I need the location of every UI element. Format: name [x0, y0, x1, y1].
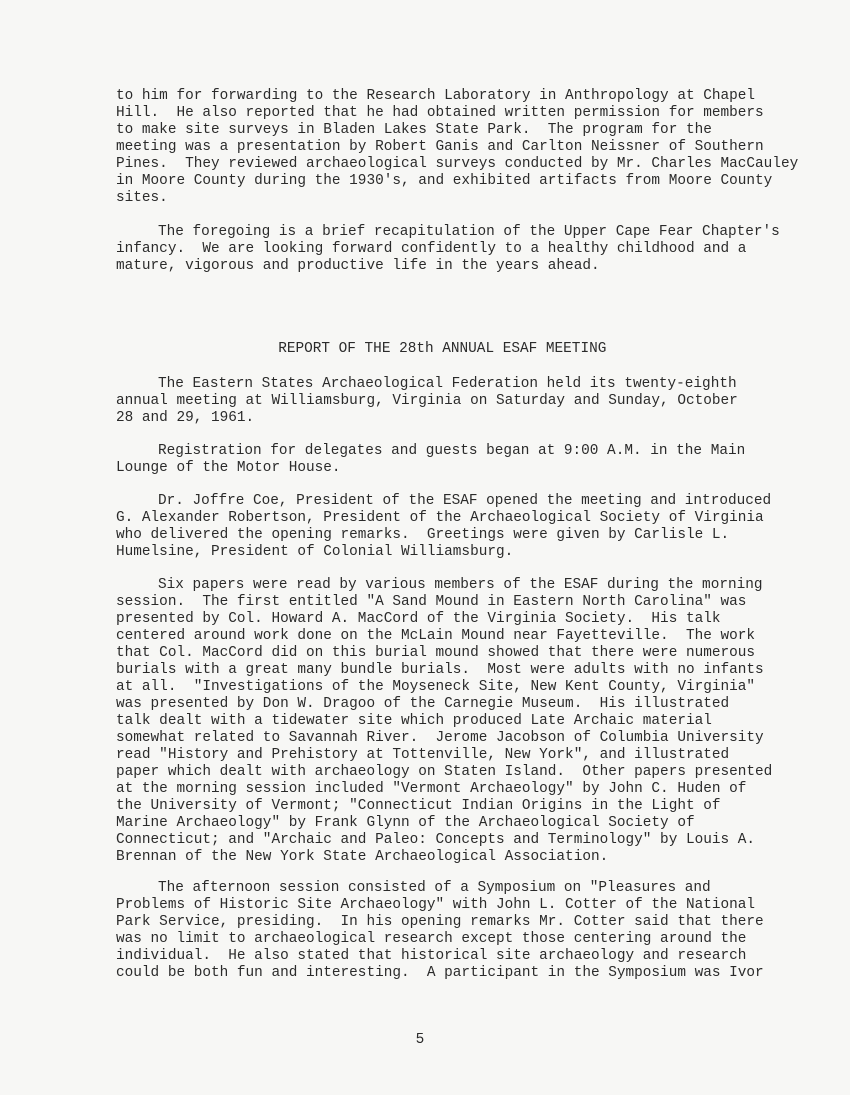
text-line: in Moore County during the 1930's, and exhibited artifacts from Moore County [116, 173, 773, 189]
text-line: Hill. He also reported that he had obtained written permission for members [116, 105, 764, 121]
text-line: burials with a great many bundle burials. Most were adults with no infants [116, 662, 764, 678]
text-line: to make site surveys in Bladen Lakes State Park. The program for the [116, 122, 712, 138]
paragraph-registration [116, 443, 816, 477]
text-line: sites. [116, 190, 168, 206]
paragraph-morning-session [116, 577, 816, 866]
text-line: to him for forwarding to the Research Laboratory in Anthropology at Chapel [116, 88, 756, 104]
text-line: G. Alexander Robertson, President of the Archaeological Society of Virginia [116, 510, 764, 526]
text-line: 28 and 29, 1961. [116, 410, 255, 426]
text-line: Marine Archaeology" by Frank Glynn of the Archaeological Society of [116, 815, 695, 831]
text-line: Dr. Joffre Coe, President of the ESAF opened the meeting and introduced [158, 493, 772, 509]
paragraph-afternoon-session [116, 880, 816, 982]
text-line: Registration for delegates and guests began at 9:00 A.M. in the Main [158, 443, 746, 459]
text-line: Lounge of the Motor House. [116, 460, 341, 476]
text-line: was no limit to archaeological research except those centering around the [116, 931, 747, 947]
paragraph-chapter-recap [116, 224, 816, 275]
text-line: at all. "Investigations of the Moyseneck Site, New Kent County, Virginia" [116, 679, 756, 695]
text-line: The afternoon session consisted of a Symposium on "Pleasures and [158, 880, 711, 896]
text-line: presented by Col. Howard A. MacCord of the Virginia Society. His talk [116, 611, 721, 627]
text-line: Park Service, presiding. In his opening remarks Mr. Cotter said that there [116, 914, 764, 930]
text-line: at the morning session included "Vermont Archaeology" by John C. Huden of [116, 781, 747, 797]
text-line: somewhat related to Savannah River. Jerome Jacobson of Columbia University [116, 730, 764, 746]
text-line: annual meeting at Williamsburg, Virginia on Saturday and Sunday, October [116, 393, 738, 409]
text-line: who delivered the opening remarks. Greetings were given by Carlisle L. [116, 527, 730, 543]
page-number: 5 [415, 1032, 425, 1048]
text-line: talk dealt with a tidewater site which produced Late Archaic material [116, 713, 712, 729]
text-line: centered around work done on the McLain Mound near Fayetteville. The work [116, 628, 756, 644]
text-line: The foregoing is a brief recapitulation of the Upper Cape Fear Chapter's [158, 224, 780, 240]
section-heading [0, 324, 850, 375]
paragraph-chapter-continuation [116, 88, 816, 207]
heading-text: REPORT OF THE 28th ANNUAL ESAF MEETING [278, 341, 607, 357]
text-line: session. The first entitled "A Sand Mound in Eastern North Carolina" was [116, 594, 747, 610]
text-line: read "History and Prehistory at Tottenville, New York", and illustrated [116, 747, 730, 763]
text-line: Six papers were read by various members of the ESAF during the morning [158, 577, 763, 593]
text-line: Humelsine, President of Colonial Williamsburg. [116, 544, 514, 560]
text-line: The Eastern States Archaeological Federation held its twenty-eighth [158, 376, 737, 392]
text-line: paper which dealt with archaeology on Staten Island. Other papers presented [116, 764, 773, 780]
text-line: Problems of Historic Site Archaeology" with John L. Cotter of the National [116, 897, 756, 913]
text-line: individual. He also stated that historical site archaeology and research [116, 948, 747, 964]
text-line: could be both fun and interesting. A participant in the Symposium was Ivor [116, 965, 764, 981]
text-line: Connecticut; and "Archaic and Paleo: Concepts and Terminology" by Louis A. [116, 832, 756, 848]
paragraph-meeting-intro [116, 376, 816, 427]
text-line: was presented by Don W. Dragoo of the Carnegie Museum. His illustrated [116, 696, 730, 712]
text-line: the University of Vermont; "Connecticut Indian Origins in the Light of [116, 798, 721, 814]
text-line: Pines. They reviewed archaeological surveys conducted by Mr. Charles MacCauley [116, 156, 799, 172]
text-line: that Col. MacCord did on this burial mound showed that there were numerous [116, 645, 756, 661]
text-line: infancy. We are looking forward confidently to a healthy childhood and a [116, 241, 747, 257]
text-line: Brennan of the New York State Archaeological Association. [116, 849, 609, 865]
text-line: meeting was a presentation by Robert Ganis and Carlton Neissner of Southern [116, 139, 764, 155]
text-line: mature, vigorous and productive life in the years ahead. [116, 258, 600, 274]
paragraph-opening [116, 493, 816, 561]
